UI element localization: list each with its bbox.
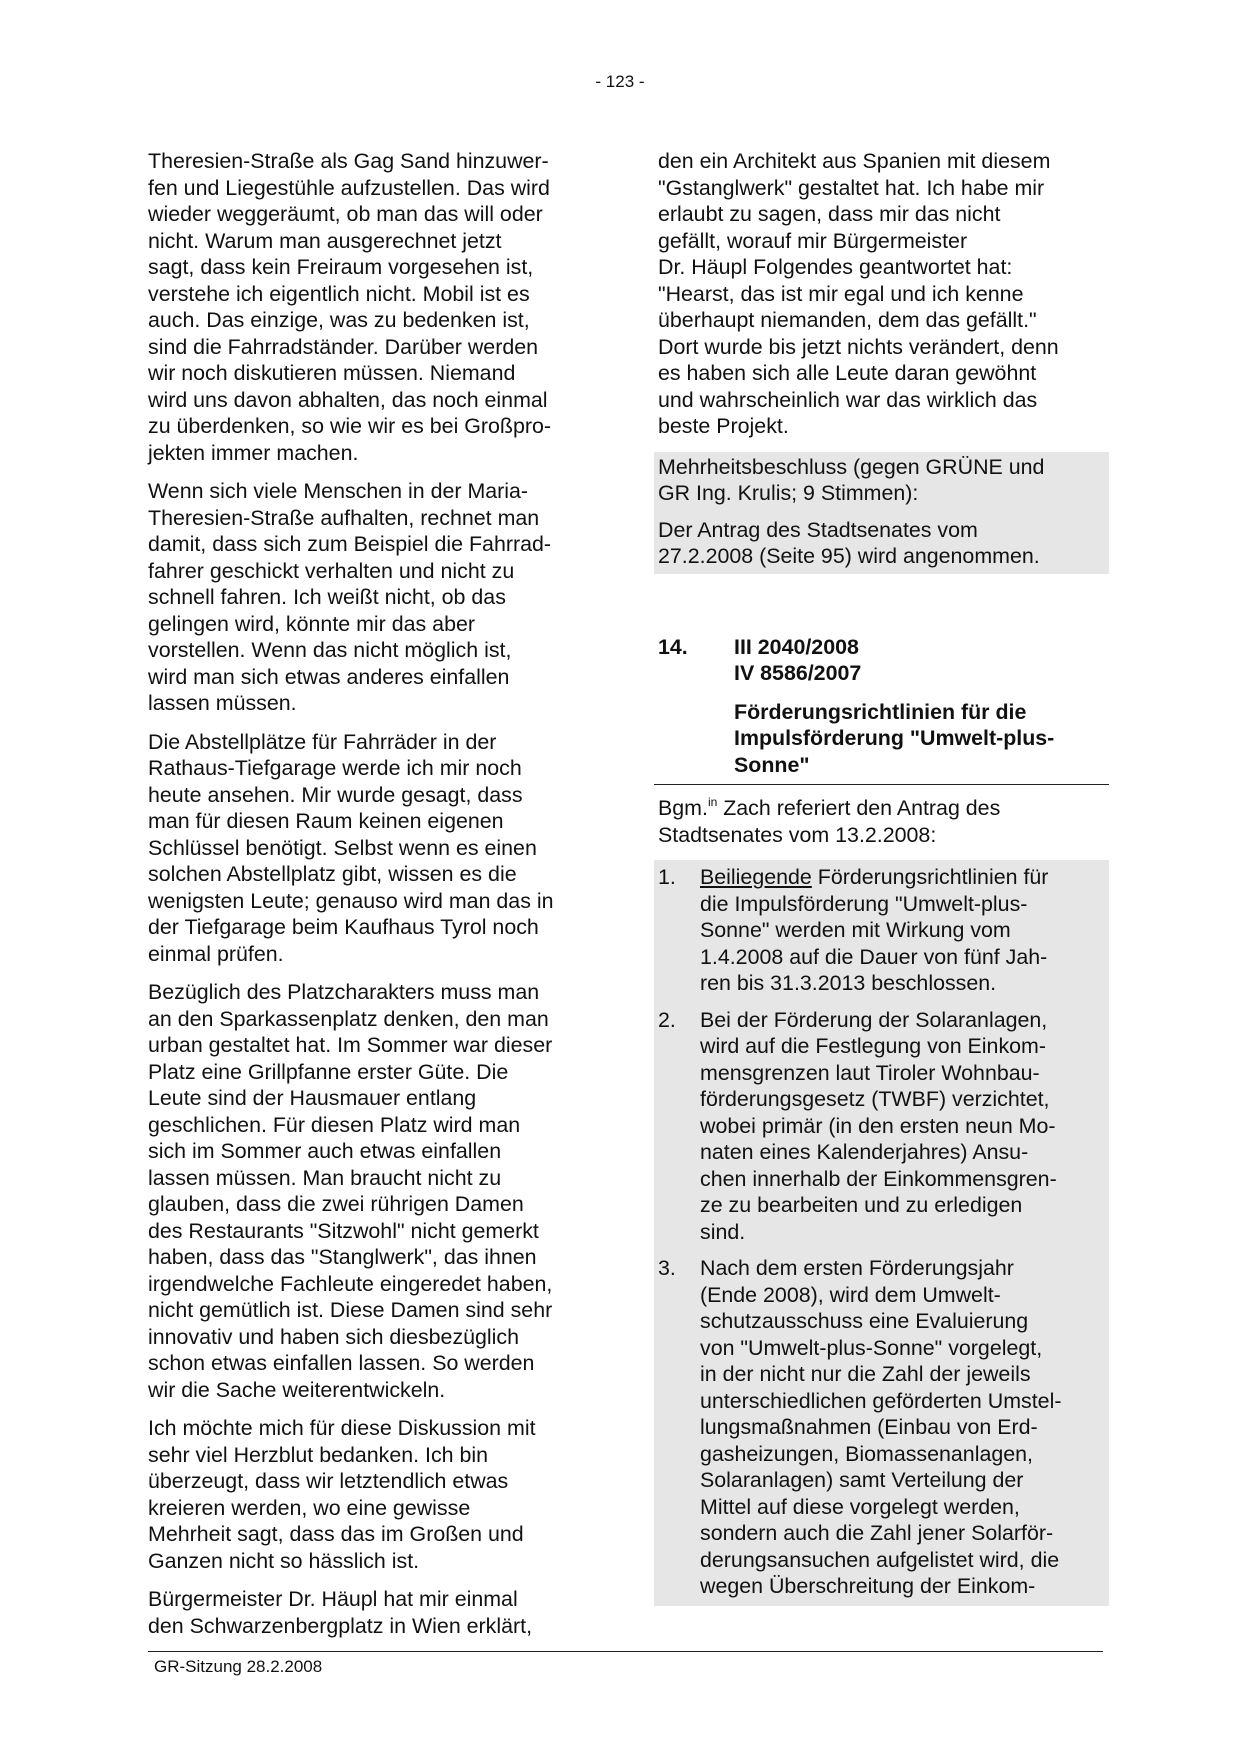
text-line: Der Antrag des Stadtsenates vom bbox=[658, 517, 978, 542]
text-line: lungsmaßnahmen (Einbau von Erd- bbox=[700, 1415, 1038, 1439]
text-fragment: Förderungsrichtlinien für bbox=[811, 865, 1049, 889]
list-item-number: 3. bbox=[658, 1256, 676, 1280]
intro-rest: Zach referiert den Antrag des bbox=[717, 796, 1001, 820]
text-line: wird uns davon abhalten, das noch einmal bbox=[148, 387, 548, 412]
text-line: GR Ing. Krulis; 9 Stimmen): bbox=[658, 481, 919, 505]
decision-label bbox=[654, 452, 1109, 513]
text-line: solchen Abstellplatz gibt, wissen es die bbox=[148, 862, 517, 886]
text-line: glauben, dass die zwei rührigen Damen bbox=[148, 1192, 524, 1216]
title-line: Förderungsrichtlinien für die bbox=[734, 699, 1027, 724]
text-line: damit, dass sich zum Beispiel die Fahrrad- bbox=[148, 532, 552, 556]
text-line: vorstellen. Wenn das nicht möglich ist, bbox=[148, 638, 512, 662]
text-line: "Gstanglwerk" gestaltet hat. Ich habe mir bbox=[658, 175, 1045, 200]
text-line: (Ende 2008), wird dem Umwelt- bbox=[700, 1282, 1001, 1307]
decision-text bbox=[654, 513, 1109, 574]
text-line: wenigsten Leute; genauso wird man das in bbox=[148, 888, 554, 913]
text-line: irgendwelche Fachleute eingeredet haben, bbox=[148, 1271, 553, 1296]
text-line: lassen müssen. Man braucht nicht zu bbox=[148, 1165, 502, 1190]
text-line: wieder weggeräumt, ob man das will oder bbox=[148, 202, 543, 226]
decision-block bbox=[658, 452, 1103, 574]
text-line: sehr viel Herzblut bedanken. Ich bin bbox=[148, 1442, 489, 1467]
intro-paragraph bbox=[658, 795, 1103, 848]
text-line: Bei der Förderung der Solaranlagen, bbox=[700, 1007, 1048, 1032]
text-line: und wahrscheinlich war das wirklich das bbox=[658, 387, 1038, 412]
text-line: innovativ und haben sich diesbezüglich bbox=[148, 1324, 520, 1349]
text-line: wird auf die Festlegung von Einkom- bbox=[700, 1034, 1046, 1058]
text-line: man für diesen Raum keinen eigenen bbox=[148, 809, 504, 833]
text-line: erlaubt zu sagen, dass mir das nicht bbox=[658, 202, 1001, 226]
text-line: Stadtsenates vom 13.2.2008: bbox=[658, 822, 937, 847]
text-line: Sonne" werden mit Wirkung vom bbox=[700, 918, 1011, 942]
text-line: lassen müssen. bbox=[148, 691, 297, 715]
text-line: verstehe ich eigentlich nicht. Mobil ist es bbox=[148, 281, 530, 306]
text-line: geschlichen. Für diesen Platz wird man bbox=[148, 1112, 521, 1137]
text-line: auch. Das einzige, was zu bedenken ist, bbox=[148, 308, 530, 332]
text-line: sagt, dass kein Freiraum vorgesehen ist, bbox=[148, 255, 534, 279]
footer-divider bbox=[148, 1651, 1103, 1652]
underlined-word: Beiliegende bbox=[700, 865, 812, 889]
text-line: Mehrheitsbeschluss (gegen GRÜNE und bbox=[658, 454, 1045, 479]
text-line: Wenn sich viele Menschen in der Maria- bbox=[148, 479, 529, 503]
text-line: wobei primär (in den ersten neun Mo- bbox=[700, 1113, 1056, 1138]
text-line: gefällt, worauf mir Bürgermeister bbox=[658, 228, 968, 253]
text-line: heute ansehen. Mir wurde gesagt, dass bbox=[148, 782, 523, 807]
text-line: Theresien-Straße aufhalten, rechnet man bbox=[148, 505, 540, 530]
paragraph bbox=[148, 1586, 593, 1639]
text-line: einmal prüfen. bbox=[148, 941, 284, 966]
text-line: schutzausschuss eine Evaluierung bbox=[700, 1309, 1029, 1333]
text-line: Theresien-Straße als Gag Sand hinzuwer- bbox=[148, 149, 549, 173]
text-line: wir noch diskutieren müssen. Niemand bbox=[148, 361, 516, 385]
text-line bbox=[658, 795, 1103, 822]
list-item bbox=[654, 1003, 1109, 1252]
list-item bbox=[654, 1251, 1109, 1606]
agenda-item-number: 14. bbox=[658, 634, 688, 659]
text-line: unterschiedlichen geförderten Umstel- bbox=[700, 1388, 1062, 1413]
text-line: wir die Sache weiterentwickeln. bbox=[148, 1377, 446, 1402]
text-line: sind die Fahrradständer. Darüber werden bbox=[148, 334, 539, 359]
paragraph bbox=[148, 979, 593, 1403]
text-line: Dr. Häupl Folgendes geantwortet hat: bbox=[658, 255, 1013, 279]
text-line: den ein Architekt aus Spanien mit diesem bbox=[658, 149, 1051, 173]
text-line: Schlüssel benötigt. Selbst wenn es einen bbox=[148, 835, 537, 860]
intro-prefix: Bgm. bbox=[658, 796, 708, 820]
right-column bbox=[658, 148, 1103, 1606]
agenda-item-header bbox=[658, 634, 1103, 779]
text-line: an den Sparkassenplatz denken, den man bbox=[148, 1006, 549, 1031]
text-line: wird man sich etwas anderes einfallen bbox=[148, 664, 510, 689]
text-line: gasheizungen, Biomassenanlagen, bbox=[700, 1441, 1033, 1466]
text-line: von "Umwelt-plus-Sonne" vorgelegt, bbox=[700, 1335, 1043, 1360]
text-line: fahrer geschickt verhalten und nicht zu bbox=[148, 558, 515, 583]
text-line: wegen Überschreitung der Einkom- bbox=[700, 1574, 1036, 1598]
text-line: chen innerhalb der Einkommensgren- bbox=[700, 1166, 1057, 1191]
text-line: Mittel auf diese vorgelegt werden, bbox=[700, 1494, 1020, 1519]
text-line: überzeugt, dass wir letztendlich etwas bbox=[148, 1469, 509, 1493]
text-line: sich im Sommer auch etwas einfallen bbox=[148, 1139, 502, 1163]
text-line: sind. bbox=[700, 1219, 746, 1244]
list-item bbox=[654, 860, 1109, 1003]
text-line: überhaupt niemanden, dem das gefällt." bbox=[658, 308, 1037, 332]
text-line: schon etwas einfallen lassen. So werden bbox=[148, 1351, 535, 1375]
text-line: Ich möchte mich für diese Diskussion mit bbox=[148, 1416, 536, 1440]
text-line: förderungsgesetz (TWBF) verzichtet, bbox=[700, 1087, 1050, 1111]
text-line: schnell fahren. Ich weißt nicht, ob das bbox=[148, 585, 506, 609]
list-item-number: 1. bbox=[658, 865, 676, 889]
left-column bbox=[148, 148, 593, 1651]
list-item-number: 2. bbox=[658, 1007, 676, 1032]
text-line: nicht gemütlich ist. Diese Damen sind sehr bbox=[148, 1298, 553, 1322]
text-line: der Tiefgarage beim Kaufhaus Tyrol noch bbox=[148, 915, 539, 939]
text-line: Die Abstellplätze für Fahrräder in der bbox=[148, 729, 497, 754]
text-line: Platz eine Grillpfanne erster Güte. Die bbox=[148, 1059, 509, 1084]
resolution-list bbox=[658, 860, 1103, 1606]
paragraph bbox=[148, 1415, 593, 1574]
text-line: es haben sich alle Leute daran gewöhnt bbox=[658, 361, 1037, 385]
text-line: die Impulsförderung "Umwelt-plus- bbox=[700, 891, 1028, 916]
text-line: zu überdenken, so wie wir es bei Großpro- bbox=[148, 414, 552, 438]
text-line: fen und Liegestühle aufzustellen. Das wird bbox=[148, 175, 550, 200]
text-line: Dort wurde bis jetzt nichts verändert, denn bbox=[658, 334, 1059, 359]
text-line: urban gestaltet hat. Im Sommer war dieser bbox=[148, 1033, 553, 1057]
paragraph bbox=[148, 729, 593, 968]
agenda-item-divider bbox=[654, 784, 1109, 785]
page-number: - 123 - bbox=[595, 72, 645, 91]
paragraph bbox=[148, 148, 593, 466]
text-line: gelingen wird, könnte mir das aber bbox=[148, 611, 475, 636]
text-line: Ganzen nicht so hässlich ist. bbox=[148, 1548, 420, 1573]
text-line: Leute sind der Hausmauer entlang bbox=[148, 1086, 477, 1110]
paragraph bbox=[148, 478, 593, 717]
text-line: naten eines Kalenderjahres) Ansu- bbox=[700, 1140, 1029, 1164]
text-line: haben, dass das "Stanglwerk", das ihnen bbox=[148, 1245, 537, 1269]
agenda-item-ref: IV 8586/2007 bbox=[734, 661, 862, 685]
text-line: kreieren werden, wo eine gewisse bbox=[148, 1495, 471, 1520]
text-line: Bürgermeister Dr. Häupl hat mir einmal bbox=[148, 1587, 518, 1611]
text-line: derungsansuchen aufgelistet wird, die bbox=[700, 1547, 1060, 1572]
text-line: 27.2.2008 (Seite 95) wird angenommen. bbox=[658, 544, 1040, 568]
intro-superscript: in bbox=[707, 795, 718, 809]
text-line: Nach dem ersten Förderungsjahr bbox=[700, 1256, 1014, 1280]
footer-text: GR-Sitzung 28.2.2008 bbox=[154, 1657, 323, 1676]
text-line: sondern auch die Zahl jener Solarför- bbox=[700, 1521, 1054, 1545]
text-line: beste Projekt. bbox=[658, 414, 789, 438]
text-line: ren bis 31.3.2013 beschlossen. bbox=[700, 971, 997, 995]
paragraph bbox=[658, 148, 1103, 440]
text-line: ze zu bearbeiten und zu erledigen bbox=[700, 1193, 1023, 1217]
text-line: Rathaus-Tiefgarage werde ich mir noch bbox=[148, 756, 522, 780]
text-line: in der nicht nur die Zahl der jeweils bbox=[700, 1362, 1031, 1386]
text-line: Mehrheit sagt, dass das im Großen und bbox=[148, 1522, 524, 1546]
text-line: jekten immer machen. bbox=[148, 440, 359, 465]
text-line: Solaranlagen) samt Verteilung der bbox=[700, 1468, 1024, 1492]
agenda-item-title bbox=[734, 699, 1103, 779]
text-line: des Restaurants "Sitzwohl" nicht gemerkt bbox=[148, 1218, 539, 1243]
title-line: Impulsförderung "Umwelt-plus- bbox=[734, 726, 1055, 750]
text-line: Bezüglich des Platzcharakters muss man bbox=[148, 980, 540, 1004]
text-line: "Hearst, das ist mir egal und ich kenne bbox=[658, 281, 1024, 306]
text-line: den Schwarzenbergplatz in Wien erklärt, bbox=[148, 1613, 533, 1638]
text-line: nicht. Warum man ausgerechnet jetzt bbox=[148, 228, 502, 253]
title-line: Sonne" bbox=[734, 752, 810, 777]
text-line: mensgrenzen laut Tiroler Wohnbau- bbox=[700, 1060, 1040, 1085]
agenda-item-ref: III 2040/2008 bbox=[734, 634, 859, 659]
text-line: 1.4.2008 auf die Dauer von fünf Jah- bbox=[700, 944, 1048, 969]
text-line bbox=[700, 864, 1105, 891]
